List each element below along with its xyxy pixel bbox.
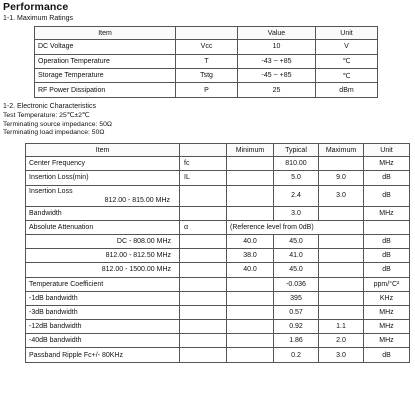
item-range: 812.00 - 815.00 MHz [104,196,170,204]
minimum-cell [227,291,274,305]
header-typical: Typical [274,144,319,157]
unit-cell: MHz [364,305,410,319]
typical-cell: 5.0 [274,171,319,185]
item-label: Passband Ripple Fc+/- 80KHz [29,351,123,359]
table-row [26,171,410,185]
item-cell [26,234,180,248]
value-cell: 25 [238,83,316,97]
item-cell [26,220,180,234]
table-row [35,83,378,97]
symbol-cell [180,348,227,362]
table-row [35,40,378,54]
symbol-cell: Tstg [176,68,238,82]
table-row [26,220,410,234]
symbol-cell [180,320,227,334]
minimum-cell [227,348,274,362]
typical-cell: -0.036 [274,277,319,291]
maximum-cell: 3.0 [319,185,364,206]
symbol-cell [180,185,227,206]
item-cell [26,171,180,185]
table-row [26,234,410,248]
minimum-cell: 38.0 [227,249,274,263]
unit-cell: dB [364,171,410,185]
unit-cell: MHz [364,334,410,348]
max-ratings-table [34,26,378,98]
table-header-row [26,144,410,157]
typical-cell: 1.86 [274,334,319,348]
minimum-cell: 40.0 [227,234,274,248]
typical-cell: 3.0 [274,206,319,220]
item-label: Center Frequency [29,160,86,168]
max-ratings-heading: 1-1. Maximum Ratings [3,15,74,22]
table-row [26,334,410,348]
item-cell [26,263,180,277]
table-row [26,320,410,334]
item-cell [26,185,180,206]
item-cell [26,206,180,220]
typical-cell: 0.57 [274,305,319,319]
typical-cell: 45.0 [274,263,319,277]
item-range: DC - 808.00 MHz [116,238,171,246]
item-cell: RF Power Dissipation [35,83,176,97]
table-row [26,291,410,305]
item-cell [26,277,180,291]
symbol-cell [180,234,227,248]
value-cell: 10 [238,40,316,54]
item-range: 812.00 - 812.50 MHz [105,252,171,260]
maximum-cell: 2.0 [319,334,364,348]
minimum-cell [227,305,274,319]
header-maximum: Maximum [319,144,364,157]
unit-cell: MHz [364,320,410,334]
value-cell: -45 ~ +85 [238,68,316,82]
minimum-cell [227,277,274,291]
electronic-body [26,157,410,362]
table-row [26,157,410,171]
header-unit: Unit [364,144,410,157]
typical-cell: 45.0 [274,234,319,248]
item-label: -40dB bandwidth [29,337,82,345]
maximum-cell: 1.1 [319,320,364,334]
value-cell: -43 ~ +85 [238,54,316,68]
reference-note-cell: (Reference level from 0dB) [227,220,364,234]
header-item: Item [26,144,180,157]
minimum-cell [227,171,274,185]
item-cell: Storage Temperature [35,68,176,82]
maximum-cell [319,249,364,263]
unit-cell: KHz [364,291,410,305]
item-cell [26,157,180,171]
table-header-row [35,27,378,40]
electronic-table [25,143,410,363]
header-item: Item [35,27,176,40]
symbol-cell [180,291,227,305]
item-label: -3dB bandwidth [29,308,78,316]
table-row [26,305,410,319]
item-cell [26,348,180,362]
unit-cell: dB [364,263,410,277]
typical-cell: 0.92 [274,320,319,334]
unit-cell: dB [364,348,410,362]
table-row [26,263,410,277]
table-row [26,277,410,291]
item-cell [26,334,180,348]
item-cell [26,305,180,319]
symbol-cell: P [176,83,238,97]
unit-cell: dB [364,185,410,206]
header-symbol [176,27,238,40]
test-conditions [3,112,112,138]
item-label: Insertion Loss [29,187,73,195]
table-row [26,185,410,206]
symbol-cell [180,263,227,277]
header-symbol [180,144,227,157]
table-row [35,68,378,82]
electronic-heading: 1-2. Electronic Characteristics [3,103,96,110]
table-row [26,206,410,220]
symbol-cell [180,277,227,291]
unit-cell: ℃ [316,54,378,68]
header-unit: Unit [316,27,378,40]
minimum-cell [227,206,274,220]
symbol-cell: fc [180,157,227,171]
item-label: Absolute Attenuation [29,223,94,231]
maximum-cell: 9.0 [319,171,364,185]
item-label: -12dB bandwidth [29,323,82,331]
item-label: Insertion Loss(min) [29,174,89,182]
table-row [26,348,410,362]
typical-cell: 2.4 [274,185,319,206]
maximum-cell [319,291,364,305]
item-cell [26,291,180,305]
symbol-cell: T [176,54,238,68]
maximum-cell [319,305,364,319]
unit-cell: ℃ [316,68,378,82]
maximum-cell [319,277,364,291]
unit-cell [364,220,410,234]
maximum-cell [319,234,364,248]
table-row [26,249,410,263]
header-value: Value [238,27,316,40]
unit-cell: V [316,40,378,54]
minimum-cell: 40.0 [227,263,274,277]
maximum-cell: 3.0 [319,348,364,362]
item-label: Temperature Coefficient [29,280,104,288]
maximum-cell [319,263,364,277]
minimum-cell [227,157,274,171]
typical-cell: 41.0 [274,249,319,263]
symbol-cell [180,206,227,220]
unit-cell: MHz [364,206,410,220]
test-temperature-note: Test Temperature: 25℃±2℃ [3,112,90,119]
load-impedance-note: Terminating load impedance: 50Ω [3,129,105,137]
symbol-cell [180,334,227,348]
minimum-cell [227,185,274,206]
item-cell [26,249,180,263]
symbol-cell: Vcc [176,40,238,54]
item-cell [26,320,180,334]
symbol-cell: α [180,220,227,234]
typical-cell: 810.00 [274,157,319,171]
item-cell: Operation Temperature [35,54,176,68]
minimum-cell [227,320,274,334]
header-minimum: Minimum [227,144,274,157]
symbol-cell [180,249,227,263]
page-title: Performance [3,1,69,13]
unit-cell: MHz [364,157,410,171]
table-row [35,54,378,68]
item-label: Bandwidth [29,209,62,217]
unit-cell: ppm/°C² [364,277,410,291]
minimum-cell [227,334,274,348]
item-range: 812.00 - 1500.00 MHz [101,266,171,274]
typical-cell: 395 [274,291,319,305]
typical-cell: 0.2 [274,348,319,362]
maximum-cell [319,206,364,220]
symbol-cell: IL [180,171,227,185]
unit-cell: dB [364,249,410,263]
item-cell: DC Voltage [35,40,176,54]
max-ratings-body [35,40,378,98]
source-impedance-note: Terminating source impedance: 50Ω [3,120,112,128]
item-label: -1dB bandwidth [29,294,78,302]
symbol-cell [180,305,227,319]
maximum-cell [319,157,364,171]
unit-cell: dB [364,234,410,248]
unit-cell: dBm [316,83,378,97]
